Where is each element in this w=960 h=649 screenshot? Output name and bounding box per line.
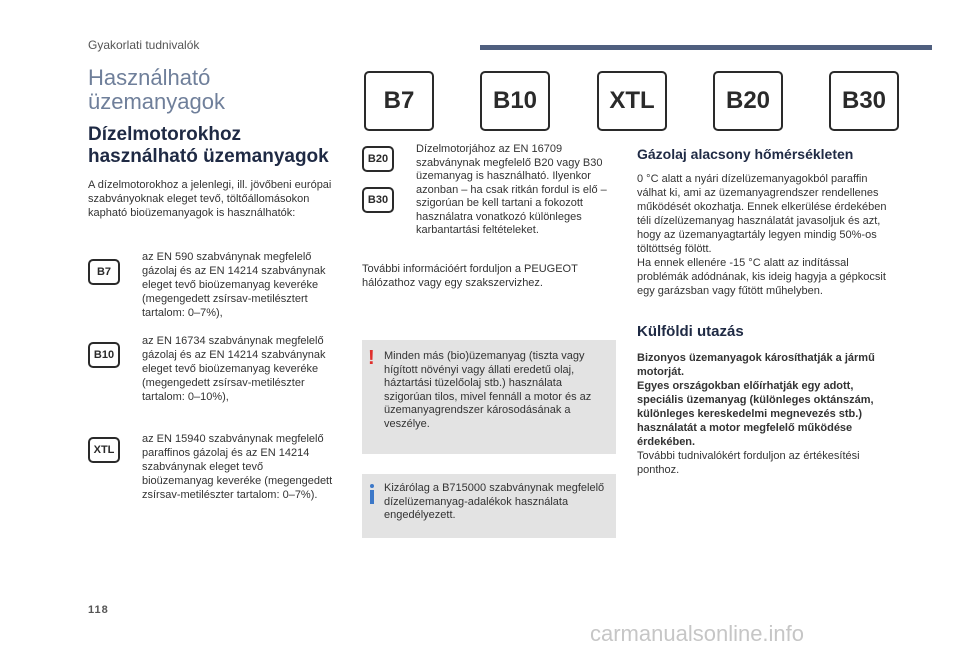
abroad-title: Külföldi utazás <box>637 323 744 340</box>
warning-exclamation-icon: ! <box>368 347 375 369</box>
header-bar <box>480 45 932 50</box>
watermark: carmanualsonline.info <box>590 621 805 646</box>
fuel-badge-small-b20: B20 <box>362 146 394 172</box>
fuel-description-b7: az EN 590 szabványnak megfelelő gázolaj és az EN 14214 szabványnak eleget tevő bioüzemanyag keveréke (megengedett zsírsav-metilésztert tartalom: 0–7%), <box>142 251 326 319</box>
abroad-text: További tudnivalókért forduljon az értékesítési ponthoz. <box>637 450 860 476</box>
warning-text: Minden más (bio)üzemanyag (tiszta vagy hígított növényi vagy állati eredetű olaj, háztartási tüzelőolaj stb.) használata szigorúan tilos, mivel fennáll a motor és az üzemanyagrendszer károsodásának a veszélye. <box>384 350 592 430</box>
fuel-badge-small-xtl: XTL <box>88 437 120 463</box>
cold-weather-paragraph-1: 0 °C alatt a nyári dízelüzemanyagokból paraffin válhat ki, ami az üzemanyagrendszer rendellenes működését okozhatja. Ennek elkerülése érdekében téli dízelüzemanyag használatát javasoljuk és azt, hogy az üzemanyagtartály legyen mindig 50%-os töltöttség fölött. <box>637 173 887 255</box>
section-title: Dízelmotorokhoz használható üzemanyagok <box>88 124 329 167</box>
warning-box <box>362 340 616 454</box>
fuel-badge-b30: B30 <box>829 71 899 131</box>
b20-b30-description: Dízelmotorjához az EN 16709 szabványnak megfelelő B20 vagy B30 üzemanyag is használható. Ilyenkor azonban – ha csak ritkán fordul is elő – szigorúan be kell tartani a fokozott használatra vonatkozó különleges karbantartási feltételeket. <box>416 143 607 236</box>
fuel-badge-small-b30: B30 <box>362 187 394 213</box>
fuel-description-xtl: az EN 15940 szabványnak megfelelő paraffinos gázolaj és az EN 14214 szabványnak eleget tevő bioüzemanyag keveréke (megengedett zsírsav-metilészter tartalom: 0–7%). <box>142 433 333 501</box>
info-box <box>362 474 616 538</box>
fuel-badge-xtl: XTL <box>597 71 667 131</box>
info-text: Kizárólag a B715000 szabványnak megfelelő dízelüzemanyag-adalékok használata engedélyezett. <box>384 482 605 521</box>
section-label: Gyakorlati tudnivalók <box>88 38 200 52</box>
fuel-badge-b10: B10 <box>480 71 550 131</box>
fuel-badge-small-b7: B7 <box>88 259 120 285</box>
page-number: 118 <box>88 604 109 616</box>
fuel-badge-b7: B7 <box>364 71 434 131</box>
fuel-badge-b20: B20 <box>713 71 783 131</box>
abroad-bold-2: Egyes országokban előírhatják egy adott, speciális üzemanyag (különleges oktánszám, különleges kereskedelmi megnevezés stb.) használatát a motor megfelelő működése érdekében. <box>637 380 874 448</box>
abroad-bold-1: Bizonyos üzemanyagok károsíthatják a jármű motorját. <box>637 352 875 378</box>
fuel-badge-small-b10: B10 <box>88 342 120 368</box>
more-info-text: További információért forduljon a PEUGEOT hálózathoz vagy egy szakszervizhez. <box>362 263 578 289</box>
cold-weather-paragraph-2: Ha ennek ellenére -15 °C alatt az indítással problémák adódnának, kis ideig hagyja a gépkocsit egy garázsban vagy fűtött műhelyben. <box>637 257 886 297</box>
fuel-description-b10: az EN 16734 szabványnak megfelelő gázolaj és az EN 14214 szabványnak eleget tevő bioüzemanyag keveréke (megengedett zsírsav-metilészter tartalom: 0–10%), <box>142 335 326 403</box>
cold-weather-title: Gázolaj alacsony hőmérsékleten <box>637 146 854 162</box>
info-i-icon <box>370 484 374 504</box>
intro-text: A dízelmotorokhoz a jelenlegi, ill. jövőbeni európai szabványoknak eleget tevő, töltőállomásokon kapható bioüzemanyagok is használhatók: <box>88 179 332 219</box>
page-title: Használható üzemanyagok <box>88 65 225 114</box>
